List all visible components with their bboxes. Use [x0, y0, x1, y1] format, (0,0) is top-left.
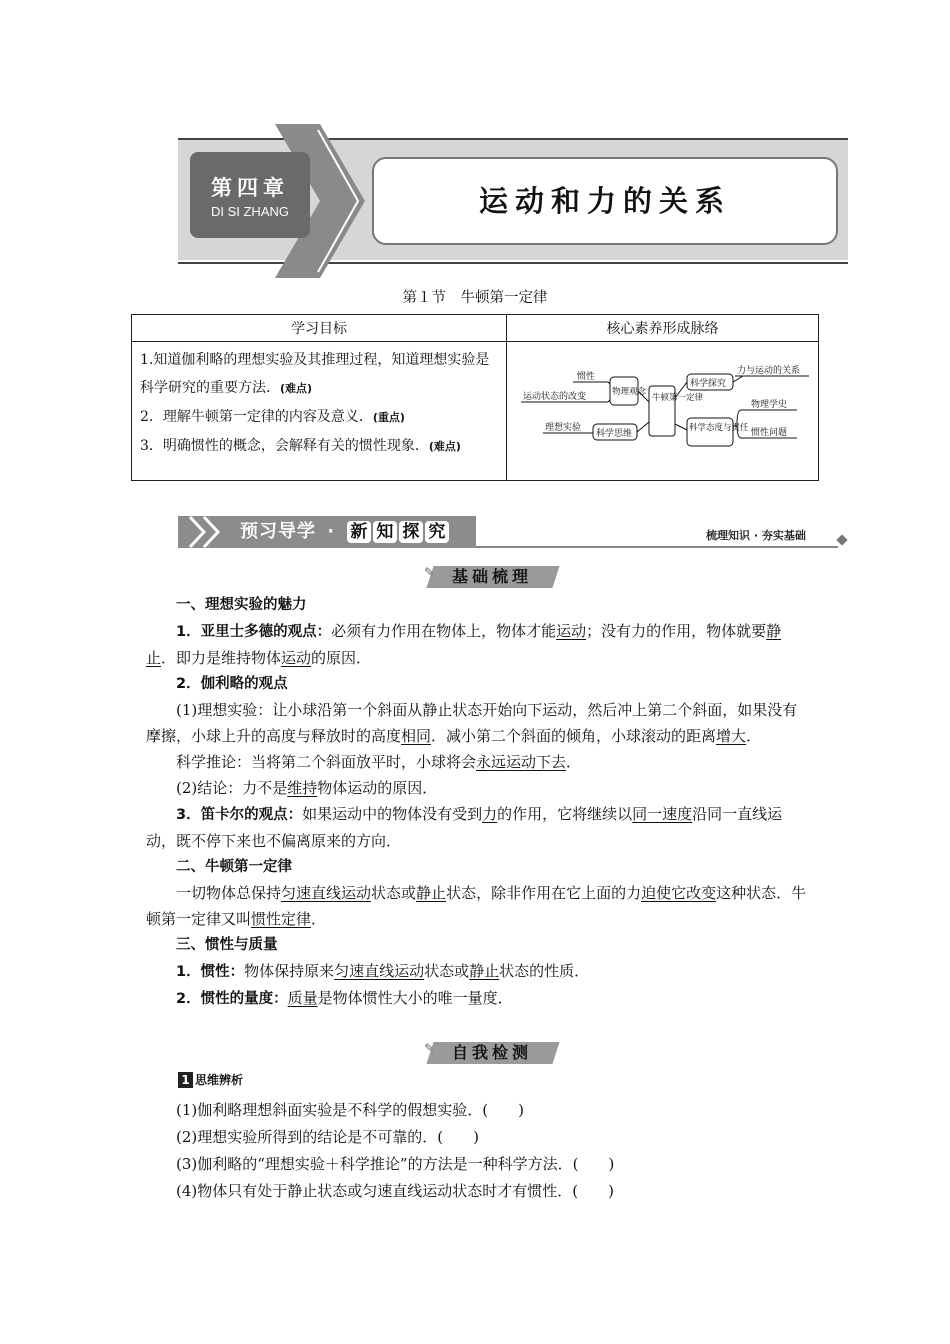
goals-cell [132, 342, 507, 481]
goals-list [132, 342, 506, 467]
goal-item: 2．理解牛顿第一定律的内容及意义．(重点) [140, 409, 405, 425]
banner-divider [476, 546, 838, 548]
fill-answer: 力 [482, 805, 498, 823]
sparkle-icon: ✎ [424, 565, 435, 579]
fill-answer: 质量 [287, 989, 318, 1007]
sparkle-icon: ✎ [424, 1041, 435, 1055]
core-literacy-header: 核心素养形成脉络 [507, 315, 819, 342]
paragraph-inertia: 1．惯性：物体保持原来匀速直线运动状态或静止状态的性质． [176, 962, 590, 980]
concept-map [507, 342, 817, 480]
fill-answer: 同一速度 [632, 805, 693, 823]
map-node-physics-history: 物理学史 [751, 400, 788, 410]
banner-char-box: 新 [347, 521, 371, 543]
thinking-analysis-label: 1 思维辨析 [178, 1071, 243, 1088]
fill-answer: 静止 [416, 884, 447, 902]
map-box-thinking-label: 科学思维 [596, 429, 633, 439]
fill-answer: 增大 [716, 727, 747, 745]
map-node-inertia-problem: 惯性问题 [751, 428, 788, 438]
preview-banner-title [240, 518, 450, 546]
heading-ideal-experiment: 一、理想实验的魅力 [176, 597, 307, 613]
chapter-pinyin: DI SI ZHANG [210, 204, 289, 219]
preview-label: 预习导学 [240, 521, 316, 542]
key-point-tag: (重点) [372, 411, 405, 424]
judgement-item: (2)理想实验所得到的结论是不可靠的．( ) [176, 1128, 479, 1146]
fill-answer: 相同 [401, 727, 432, 745]
map-node-force-motion: 力与运动的关系 [737, 366, 801, 376]
basics-content [146, 592, 808, 1012]
banner-char-box: 究 [425, 521, 449, 543]
chapter-number: 第四章 [211, 176, 289, 200]
paragraph-ideal-experiment: (1)理想实验：让小球沿第一个斜面从静止状态开始向下运动，然后冲上第二个斜面，如果没有摩擦，小球上升的高度与释放时的高度相同．减小第二个斜面的倾角，小球滚动的距离增大． [146, 701, 798, 745]
map-box-attitude-label: 科学态度与责任 [689, 423, 749, 433]
fill-answer: 运动 [281, 649, 312, 667]
difficulty-tag: (难点) [280, 382, 313, 395]
map-node-ideal-experiment: 理想实验 [545, 423, 582, 433]
difficulty-tag: (难点) [428, 440, 461, 453]
fill-answer: 运动 [556, 622, 587, 640]
paragraph-inference: 科学推论：当将第二个斜面放平时，小球将会永远运动下去． [176, 753, 582, 771]
fill-answer: 永远运动下去 [476, 753, 567, 771]
judgement-item: (4)物体只有处于静止状态或匀速直线运动状态时才有惯性．( ) [176, 1182, 614, 1200]
map-node-motion-change: 运动状态的改变 [523, 392, 587, 402]
goals-table [131, 314, 819, 481]
concept-map-cell [507, 342, 819, 481]
section-title: 第１节 牛顿第一定律 [402, 290, 548, 306]
self-check-heading: 自我检测 [451, 1043, 532, 1062]
fill-answer: 静止 [146, 622, 782, 667]
heading-galileo: 2．伽利略的观点 [176, 676, 288, 692]
paragraph-newton-first-law: 一切物体总保持匀速直线运动状态或静止状态，除非作用在它上面的力迫使它改变这种状态．牛顿第一定律又叫惯性定律． [146, 884, 807, 928]
chapter-title: 运动和力的关系 [372, 157, 838, 245]
paragraph-descartes: 3．笛卡尔的观点：如果运动中的物体没有受到力的作用，它将继续以同一速度沿同一直线运动，既不停下来也不偏离原来的方向． [146, 805, 783, 850]
self-check-list [146, 1097, 808, 1205]
banner-tagline: 梳理知识 · 夯实基础 [706, 529, 806, 542]
heading-newton-first-law: 二、牛顿第一定律 [176, 859, 292, 875]
goal-item: 1.知道伽利略的理想实验及其推理过程，知道理想实验是科学研究的重要方法．(难点) [140, 352, 490, 396]
map-center-label: 牛顿第一定律 [652, 393, 704, 403]
map-line [675, 424, 687, 430]
chapter-label-box [190, 152, 310, 238]
goals-header: 学习目标 [132, 315, 507, 342]
map-node-inertia: 惯性 [577, 372, 596, 382]
double-chevron-icon [186, 514, 236, 550]
banner-dot: · [327, 521, 336, 542]
goal-item: 3．明确惯性的概念，会解释有关的惯性现象．(难点) [140, 438, 461, 454]
diamond-icon [836, 534, 847, 545]
map-line [637, 422, 649, 432]
fill-answer: 匀速直线运动 [281, 884, 372, 902]
paragraph-aristotle: 1．亚里士多德的观点：必须有力作用在物体上，物体才能运动；没有力的作用，物体就要静止．即力是维持物体运动的原因． [146, 622, 782, 667]
banner-char-box: 探 [399, 521, 423, 543]
fill-answer: 静止 [469, 962, 500, 980]
section-number-badge: 1 [178, 1072, 193, 1088]
map-box-explore-label: 科学探究 [690, 379, 727, 389]
basics-heading: 基础梳理 [451, 567, 532, 586]
judgement-item: (1)伽利略理想斜面实验是不科学的假想实验．( ) [176, 1101, 524, 1119]
judgement-item: (3)伽利略的“理想实验＋科学推论”的方法是一种科学方法．( ) [176, 1155, 615, 1173]
banner-char-box: 知 [373, 521, 397, 543]
fill-answer: 维持 [287, 779, 318, 797]
map-line [733, 376, 743, 382]
paragraph-conclusion: (2)结论：力不是维持物体运动的原因． [176, 779, 438, 797]
heading-inertia-mass: 三、惯性与质量 [176, 937, 278, 953]
paragraph-inertia-measure: 2．惯性的量度：质量是物体惯性大小的唯一量度． [176, 989, 513, 1007]
map-box-physics-label: 物理观念 [612, 387, 647, 397]
fill-answer: 迫使它改变 [641, 884, 717, 902]
fill-answer: 匀速直线运动 [334, 962, 425, 980]
fill-answer: 惯性定律 [251, 910, 312, 928]
